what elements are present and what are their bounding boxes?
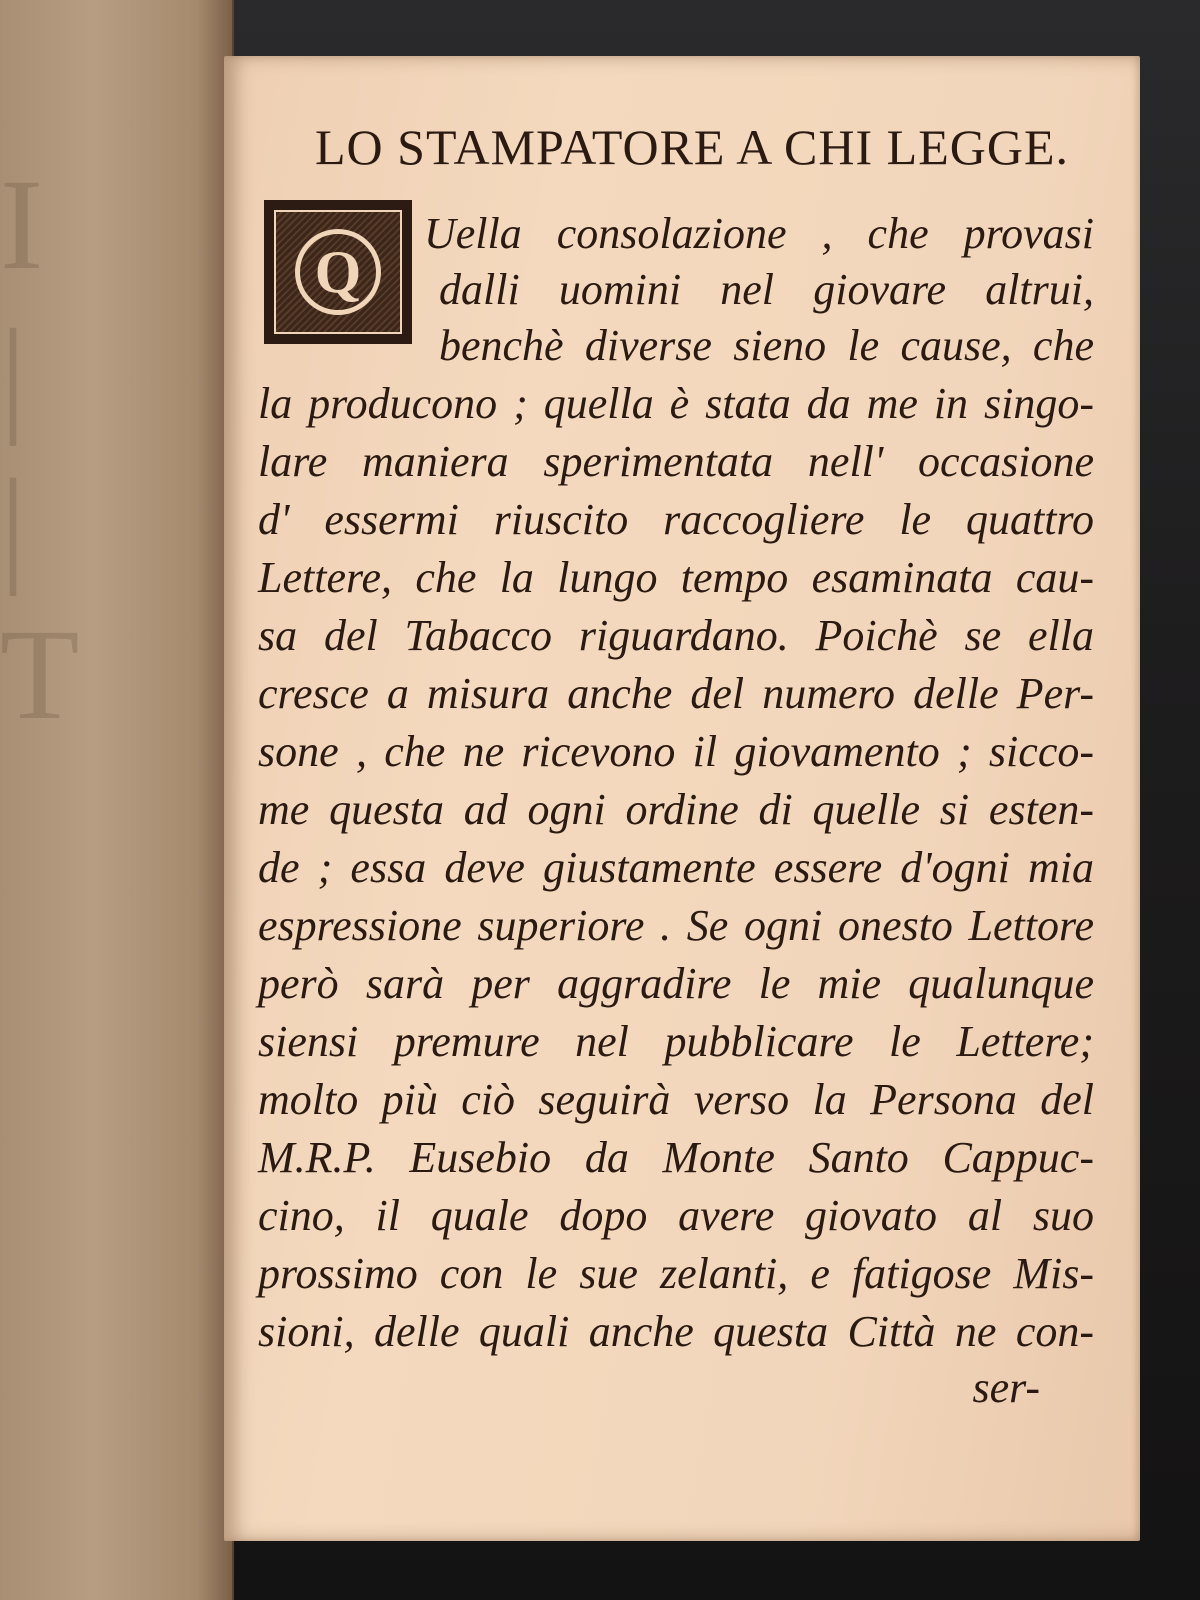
- text-line: dalli uomini nel giovare altrui,: [439, 265, 1094, 314]
- text-line: molto più ciò seguirà verso la Persona del: [258, 1075, 1094, 1124]
- initial-letter: Q: [295, 229, 381, 315]
- text-line: siensi premure nel pubblicare le Lettere;: [258, 1017, 1094, 1066]
- book-page: [224, 56, 1140, 1541]
- text-line: espressione superiore . Se ogni onesto Lettore: [258, 901, 1094, 950]
- text-line: lare maniera sperimentata nell' occasione: [258, 437, 1094, 486]
- text-line: me questa ad ogni ordine di quelle si esten-: [258, 785, 1094, 834]
- catchword: ser-: [972, 1363, 1040, 1412]
- text-line: benchè diverse sieno le cause, che: [439, 321, 1094, 370]
- page-heading: LO STAMPATORE A CHI LEGGE.: [314, 119, 1070, 175]
- text-line: sioni, delle quali anche questa Città ne con-: [258, 1307, 1094, 1356]
- initial-engraving: [274, 210, 402, 334]
- text-line: M.R.P. Eusebio da Monte Santo Cappuc-: [258, 1133, 1094, 1182]
- text-line: d' essermi riuscito raccogliere le quattro: [258, 495, 1094, 544]
- text-line: la producono ; quella è stata da me in singo-: [258, 379, 1094, 428]
- text-line: sa del Tabacco riguardano. Poichè se ella: [258, 611, 1094, 660]
- text-line: Uella consolazione , che provasi: [424, 209, 1094, 258]
- text-line: però sarà per aggradire le mie qualunque: [258, 959, 1094, 1008]
- text-line: Lettere, che la lungo tempo esaminata cau-: [258, 553, 1094, 602]
- text-line: de ; essa deve giustamente essere d'ogni mia: [258, 843, 1094, 892]
- text-line: prossimo con le sue zelanti, e fatigose Mis-: [258, 1249, 1094, 1298]
- previous-page: [0, 0, 234, 1600]
- text-line: cresce a misura anche del numero delle Per-: [258, 669, 1094, 718]
- bleed-through-marks: I | | T: [0, 153, 84, 747]
- decorated-initial: [264, 200, 412, 344]
- text-line: sone , che ne ricevono il giovamento ; sicco-: [258, 727, 1094, 776]
- text-line: cino, il quale dopo avere giovato al suo: [258, 1191, 1094, 1240]
